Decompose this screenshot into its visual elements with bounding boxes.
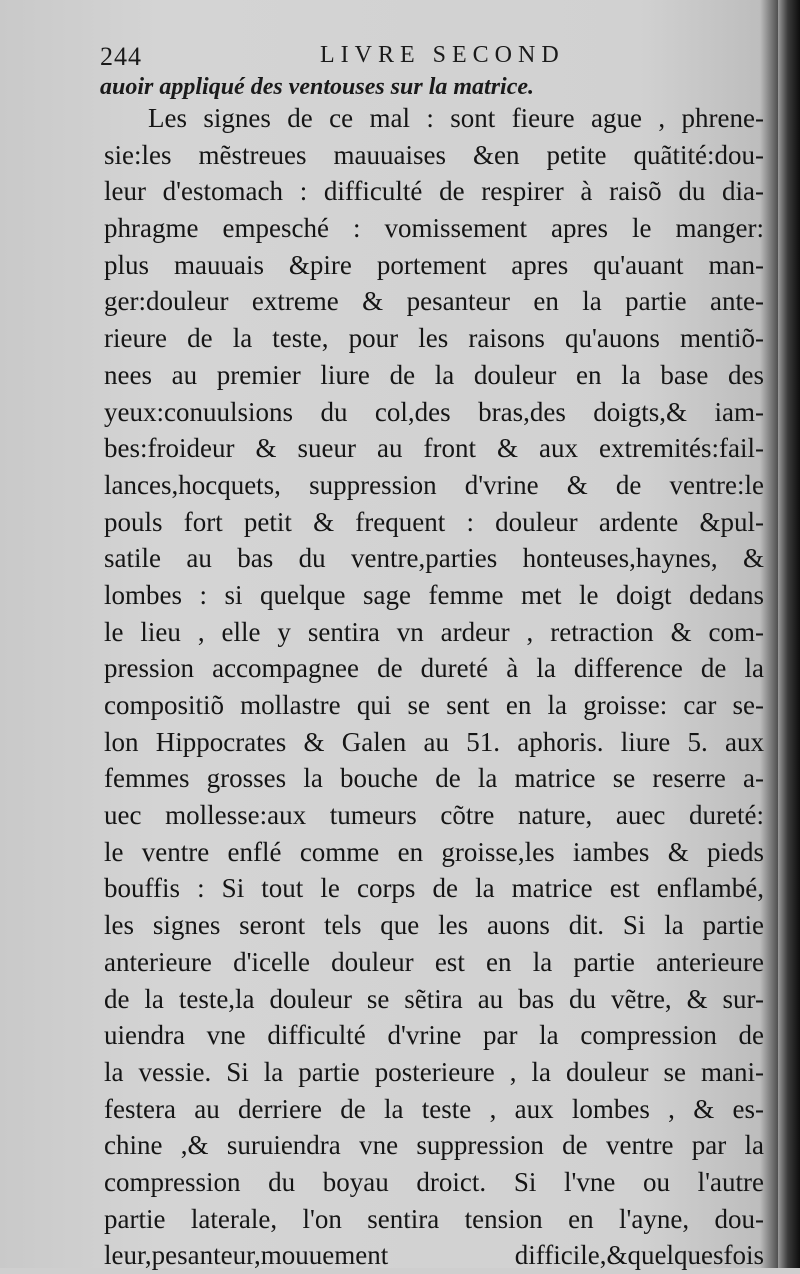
text-line: bes:froideur & sueur au front & aux extremités:fail- xyxy=(104,433,764,464)
text-line: yeux:conuulsions du col,des bras,des doigts,& iam- xyxy=(104,396,764,427)
text-line: leur d'estomach : difficulté de respirer à raisõ du dia- xyxy=(104,176,764,207)
text-line: lombes : si quelque sage femme met le doigt dedans xyxy=(104,579,764,610)
text-line: phragme empesché : vomissement apres le manger: xyxy=(104,213,764,244)
book-spine-shadow xyxy=(778,0,800,1268)
body-text xyxy=(104,100,764,1274)
text-line: anterieure d'icelle douleur est en la partie anterieure xyxy=(104,946,764,977)
text-line: les signes seront tels que les auons dit. Si la partie xyxy=(104,910,764,941)
text-line: le ventre enflé comme en groisse,les iambes & pieds xyxy=(104,836,764,867)
text-line: ger:douleur extreme & pesanteur en la partie ante- xyxy=(104,286,764,317)
page-header xyxy=(100,38,660,78)
text-line: pression accompagnee de dureté à la difference de la xyxy=(104,653,764,684)
text-line: satile au bas du ventre,parties honteuses,haynes, & xyxy=(104,543,764,574)
text-line: nees au premier liure de la douleur en la base des xyxy=(104,359,764,390)
text-line: leur,pesanteur,mouuement difficile,&quelquesfois xyxy=(104,1240,764,1271)
text-line: femmes grosses la bouche de la matrice se reserre a- xyxy=(104,763,764,794)
text-line: uiendra vne difficulté d'vrine par la compression de xyxy=(104,1020,764,1051)
text-line: chine ,& suruiendra vne suppression de ventre par la xyxy=(104,1130,764,1161)
text-line: compression du boyau droict. Si l'vne ou l'autre xyxy=(104,1166,764,1197)
text-line: Les signes de ce mal : sont fieure ague , phrene- xyxy=(148,103,764,133)
running-title: LIVRE SECOND xyxy=(320,42,565,68)
text-line: compositiõ mollastre qui se sent en la groisse: car se- xyxy=(104,690,764,720)
page-number: 244 xyxy=(100,42,142,71)
text-line: festera au derriere de la teste , aux lombes , & es- xyxy=(104,1093,764,1124)
text-line: lances,hocquets, suppression d'vrine & de ventre:le xyxy=(104,469,764,500)
text-line: la vessie. Si la partie posterieure , la douleur se mani- xyxy=(104,1056,764,1087)
text-line: rieure de la teste, pour les raisons qu'auons mentiõ- xyxy=(104,323,764,354)
text-line: pouls fort petit & frequent : douleur ardente &pul- xyxy=(104,506,764,537)
text-line: lon Hippocrates & Galen au 51. aphoris. liure 5. aux xyxy=(104,726,764,757)
text-line: le lieu , elle y sentira vn ardeur , retraction & com- xyxy=(104,616,764,647)
continued-line: auoir appliqué des ventouses sur la matrice. xyxy=(100,74,535,100)
text-line: de la teste,la douleur se sẽtira au bas du vẽtre, & sur- xyxy=(104,983,764,1014)
text-line: partie laterale, l'on sentira tension en l'ayne, dou- xyxy=(104,1203,764,1234)
text-line: bouffis : Si tout le corps de la matrice est enflambé, xyxy=(104,873,764,904)
text-line: sie:les mẽstreues mauuaises &en petite quãtité:dou- xyxy=(104,139,764,170)
text-line: plus mauuais &pire portement apres qu'auant man- xyxy=(104,249,764,280)
text-line: uec mollesse:aux tumeurs cõtre nature, auec dureté: xyxy=(104,800,764,831)
